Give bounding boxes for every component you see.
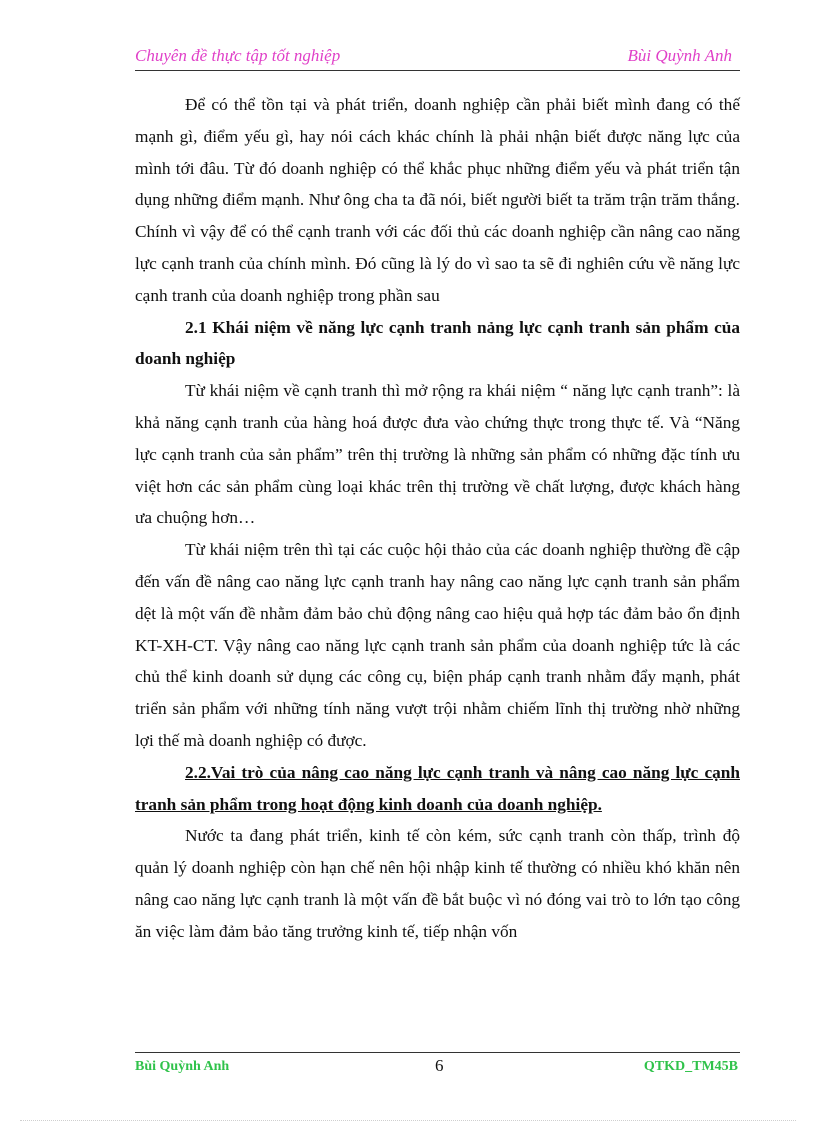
page-footer xyxy=(135,1052,740,1075)
header-title: Chuyên đề thực tập tốt nghiệp xyxy=(135,46,341,65)
page-number: 6 xyxy=(435,1056,444,1075)
paragraph-intro: Để có thể tồn tại và phát triển, doanh nghiệp cần phải biết mình đang có thế mạnh gì, điểm yếu gì, hay nói cách khác chính là phải nhận biết được năng lực của mình tới đâu. Từ đó doanh nghiệp có thể khắc phục những điểm yếu và phát triển tận dụng những điểm mạnh. Như ông cha ta đã nói, biết người biết ta trăm trận trăm thắng. Chính vì vậy để có thể cạnh tranh với các đối thủ các doanh nghiệp cần nâng cao năng lực cạnh tranh của chính mình. Đó cũng là lý do vì sao ta sẽ đi nghiên cứu về năng lực cạnh tranh của doanh nghiệp trong phần sau xyxy=(135,95,740,305)
page-header xyxy=(135,44,740,71)
page-body xyxy=(135,89,740,948)
paragraph-role: Nước ta đang phát triển, kinh tế còn kém, sức cạnh tranh còn thấp, trình độ quản lý doanh nghiệp còn hạn chế nên hội nhập kinh tế thường có nhiều khó khăn nên nâng cao năng lực cạnh tranh là một vấn đề bắt buộc vì nó đóng vai trò to lớn tạo công ăn việc làm đảm bảo tăng trưởng kinh tế, tiếp nhận vốn xyxy=(135,826,740,941)
page-bottom-divider xyxy=(20,1120,796,1121)
paragraph-definition: Từ khái niệm về cạnh tranh thì mở rộng ra khái niệm “ năng lực cạnh tranh”: là khả năng cạnh tranh của hàng hoá được đưa vào chứng thực trong thực tế. Và “Năng lực cạnh tranh của sản phẩm” trên thị trường là những sản phẩm có những đặc tính ưu việt hơn các sản phẩm cùng loại khác trên thị trường về chất lượng, được khách hàng ưa chuộng hơn… xyxy=(135,381,740,528)
header-author: Bùi Quỳnh Anh xyxy=(627,46,732,65)
footer-class-code: QTKD_TM45B xyxy=(643,1059,738,1074)
paragraph-enhancement: Từ khái niệm trên thì tại các cuộc hội thảo của các doanh nghiệp thường đề cập đến vấn đề nâng cao năng lực cạnh tranh hay nâng cao năng lực cạnh tranh sản phẩm dệt là một vấn đề nhằm đảm bảo chủ động nâng cao hiệu quả hợp tác đảm bảo ổn định KT-XH-CT. Vậy nâng cao năng lực cạnh tranh sản phẩm của doanh nghiệp tức là các chủ thể kinh doanh sử dụng các công cụ, biện pháp cạnh tranh nhằm đẩy mạnh, phát triển sản phẩm với những tính năng vượt trội nhằm chiếm lĩnh thị trường nhờ những lợi thế mà doanh nghiệp có được. xyxy=(135,540,740,750)
section-heading-2-2: 2.2.Vai trò của nâng cao năng lực cạnh tranh và nâng cao năng lực cạnh tranh sản phẩm trong hoạt động kinh doanh của doanh nghiệp. xyxy=(135,762,740,814)
footer-author: Bùi Quỳnh Anh xyxy=(135,1059,230,1074)
section-heading-2-1: 2.1 Khái niệm về năng lực cạnh tranh nảng lực cạnh tranh sản phẩm của doanh nghiệp xyxy=(135,317,740,369)
